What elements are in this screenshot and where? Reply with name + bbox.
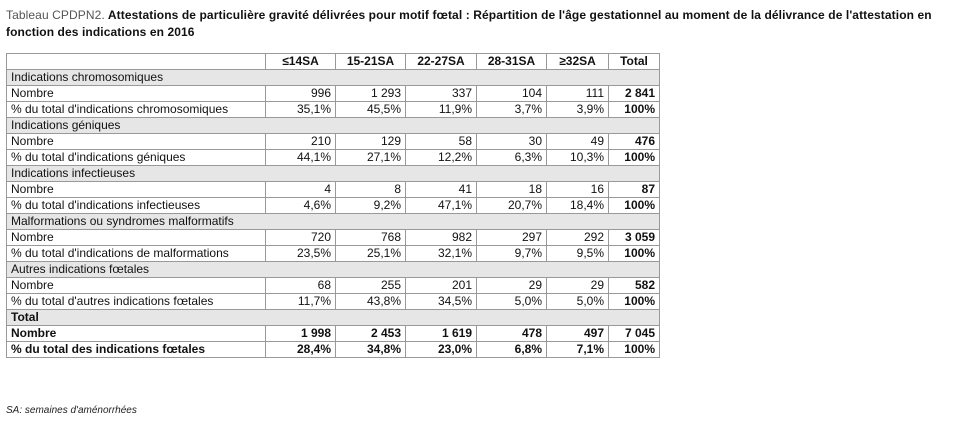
header-cell: 22-27SA	[406, 54, 477, 70]
section-header-row	[7, 166, 660, 182]
table-row	[7, 102, 660, 118]
total-cell: 100%	[609, 198, 660, 214]
table-cell: 6,8%	[477, 342, 547, 358]
table-cell: 982	[406, 230, 477, 246]
table-cell: 4,6%	[266, 198, 336, 214]
table-cell: 23,5%	[266, 246, 336, 262]
header-row	[7, 54, 660, 70]
row-label: % du total des indications fœtales	[7, 342, 266, 358]
total-cell: 2 841	[609, 86, 660, 102]
table-cell: 11,9%	[406, 102, 477, 118]
table-cell: 1 998	[266, 326, 336, 342]
total-cell: 100%	[609, 342, 660, 358]
table-cell: 497	[547, 326, 609, 342]
table-cell: 1 619	[406, 326, 477, 342]
row-label: Nombre	[7, 134, 266, 150]
table-cell: 18	[477, 182, 547, 198]
table-row	[7, 198, 660, 214]
table-row	[7, 230, 660, 246]
table-cell: 9,7%	[477, 246, 547, 262]
table-cell: 7,1%	[547, 342, 609, 358]
section-title: Indications chromosomiques	[7, 70, 660, 86]
table-cell: 23,0%	[406, 342, 477, 358]
table-cell: 16	[547, 182, 609, 198]
table-cell: 58	[406, 134, 477, 150]
table-cell: 68	[266, 278, 336, 294]
total-cell: 100%	[609, 246, 660, 262]
row-label: Nombre	[7, 86, 266, 102]
table-row	[7, 326, 660, 342]
header-cell	[7, 54, 266, 70]
total-cell: 100%	[609, 102, 660, 118]
table-cell: 35,1%	[266, 102, 336, 118]
table-row	[7, 342, 660, 358]
row-label: % du total d'autres indications fœtales	[7, 294, 266, 310]
table-cell: 129	[336, 134, 406, 150]
table-cell: 44,1%	[266, 150, 336, 166]
table-cell: 5,0%	[547, 294, 609, 310]
section-title: Indications géniques	[7, 118, 660, 134]
table-cell: 18,4%	[547, 198, 609, 214]
table-row	[7, 278, 660, 294]
total-cell: 7 045	[609, 326, 660, 342]
section-title: Autres indications fœtales	[7, 262, 660, 278]
table-cell: 29	[477, 278, 547, 294]
table-cell: 12,2%	[406, 150, 477, 166]
row-label: Nombre	[7, 326, 266, 342]
table-cell: 104	[477, 86, 547, 102]
table-cell: 201	[406, 278, 477, 294]
table-row	[7, 246, 660, 262]
table-cell: 25,1%	[336, 246, 406, 262]
table-cell: 255	[336, 278, 406, 294]
table-cell: 292	[547, 230, 609, 246]
row-label: Nombre	[7, 230, 266, 246]
table-row	[7, 294, 660, 310]
table-cell: 337	[406, 86, 477, 102]
section-header-row	[7, 70, 660, 86]
table-cell: 20,7%	[477, 198, 547, 214]
header-cell: ≥32SA	[547, 54, 609, 70]
table-cell: 34,8%	[336, 342, 406, 358]
total-cell: 476	[609, 134, 660, 150]
table-cell: 34,5%	[406, 294, 477, 310]
total-cell: 3 059	[609, 230, 660, 246]
table-caption	[6, 7, 961, 41]
table-row	[7, 150, 660, 166]
table-row	[7, 86, 660, 102]
total-cell: 100%	[609, 294, 660, 310]
row-label: % du total d'indications géniques	[7, 150, 266, 166]
header-cell: ≤14SA	[266, 54, 336, 70]
table-cell: 210	[266, 134, 336, 150]
table-cell: 30	[477, 134, 547, 150]
row-label: % du total d'indications infectieuses	[7, 198, 266, 214]
total-cell: 87	[609, 182, 660, 198]
section-header-row	[7, 214, 660, 230]
row-label: % du total d'indications de malformations	[7, 246, 266, 262]
section-header-row	[7, 310, 660, 326]
table-cell: 11,7%	[266, 294, 336, 310]
table-cell: 27,1%	[336, 150, 406, 166]
table-cell: 29	[547, 278, 609, 294]
table-cell: 297	[477, 230, 547, 246]
table-cell: 1 293	[336, 86, 406, 102]
section-header-row	[7, 262, 660, 278]
table-cell: 41	[406, 182, 477, 198]
row-label: % du total d'indications chromosomiques	[7, 102, 266, 118]
data-table	[6, 53, 660, 358]
header-cell: 15-21SA	[336, 54, 406, 70]
total-cell: 582	[609, 278, 660, 294]
table-cell: 9,2%	[336, 198, 406, 214]
section-title: Malformations ou syndromes malformatifs	[7, 214, 660, 230]
table-cell: 4	[266, 182, 336, 198]
table-cell: 9,5%	[547, 246, 609, 262]
section-header-row	[7, 118, 660, 134]
section-title: Indications infectieuses	[7, 166, 660, 182]
table-cell: 111	[547, 86, 609, 102]
table-cell: 49	[547, 134, 609, 150]
table-cell: 5,0%	[477, 294, 547, 310]
table-cell: 720	[266, 230, 336, 246]
table-cell: 3,7%	[477, 102, 547, 118]
table-cell: 47,1%	[406, 198, 477, 214]
total-cell: 100%	[609, 150, 660, 166]
table-cell: 45,5%	[336, 102, 406, 118]
table-row	[7, 134, 660, 150]
section-title: Total	[7, 310, 660, 326]
table-cell: 996	[266, 86, 336, 102]
caption-prefix: Tableau CPDPN2.	[6, 8, 105, 22]
row-label: Nombre	[7, 182, 266, 198]
header-cell: 28-31SA	[477, 54, 547, 70]
table-cell: 10,3%	[547, 150, 609, 166]
row-label: Nombre	[7, 278, 266, 294]
table-body	[7, 70, 660, 358]
table-cell: 8	[336, 182, 406, 198]
table-cell: 478	[477, 326, 547, 342]
table-cell: 3,9%	[547, 102, 609, 118]
table-row	[7, 182, 660, 198]
header-cell: Total	[609, 54, 660, 70]
caption-text: Attestations de particulière gravité délivrées pour motif fœtal : Répartition de l'âge gestationnel au moment de la délivrance de l'attestation en fonction des indications en 2016	[6, 8, 932, 39]
table-cell: 43,8%	[336, 294, 406, 310]
table-cell: 6,3%	[477, 150, 547, 166]
table-cell: 32,1%	[406, 246, 477, 262]
table-cell: 768	[336, 230, 406, 246]
table-cell: 2 453	[336, 326, 406, 342]
footnote: SA: semaines d'aménorrhées	[6, 405, 137, 416]
table-cell: 28,4%	[266, 342, 336, 358]
